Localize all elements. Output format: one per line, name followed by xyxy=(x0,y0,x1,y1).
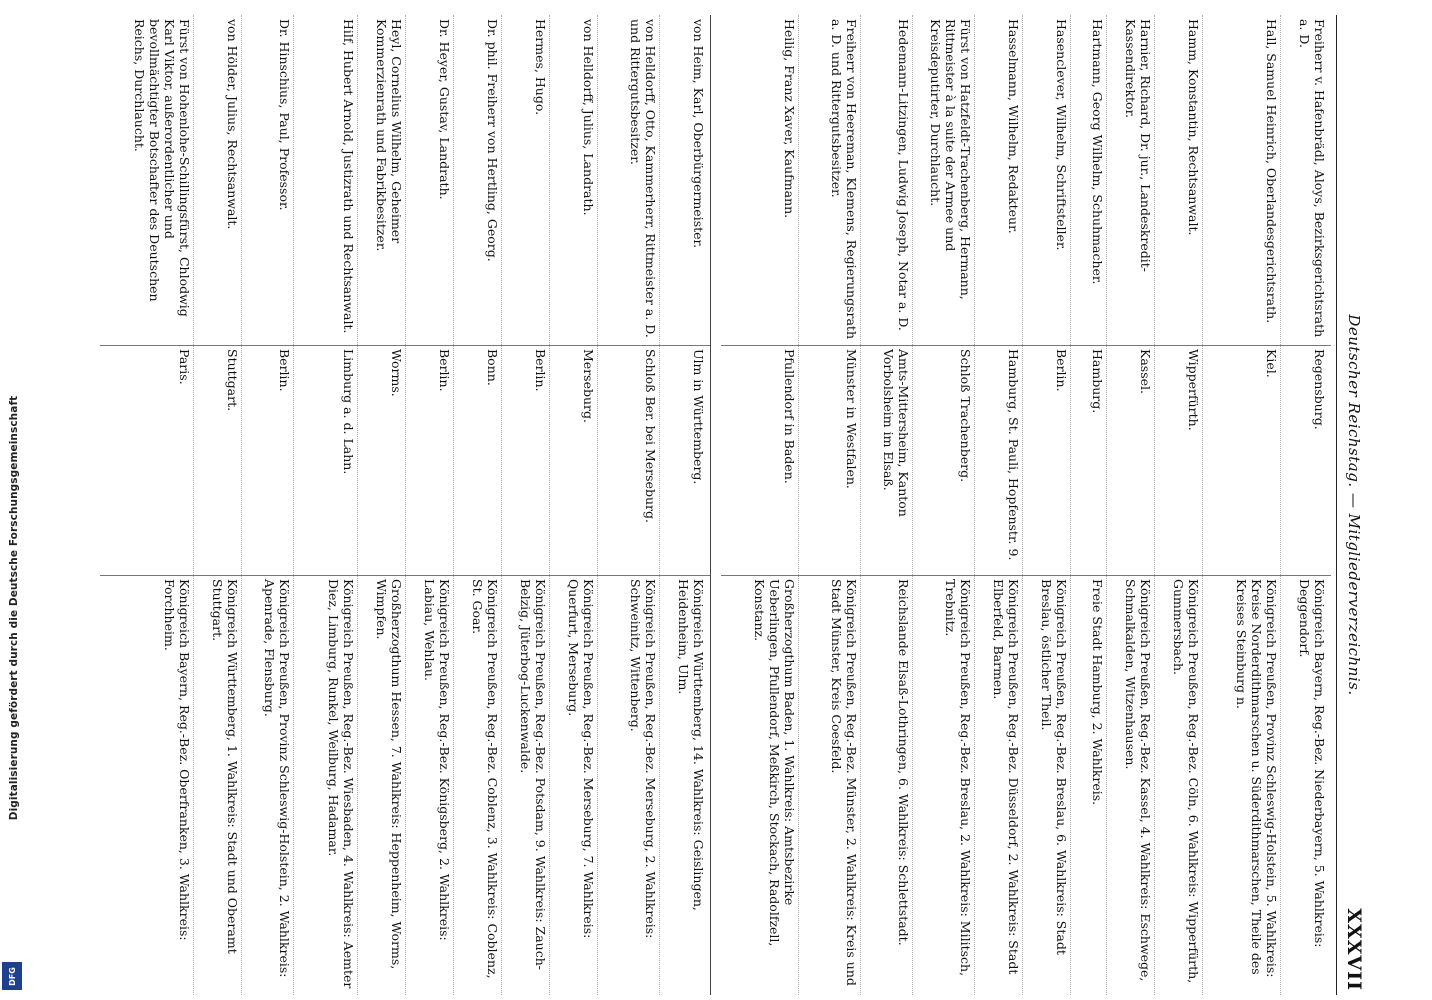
member-constituency: Königreich Preußen, Reg.-Bez. Merseburg, 2. Wahlkreis: Schweinitz, Wittenberg. xyxy=(628,579,658,939)
member-constituency: Königreich Preußen, Reg.-Bez. Potsdam, 9. Wahlkreis: Zauch-Belzig, Jüterbog-Luckenwalde. xyxy=(518,579,548,970)
member-constituency: Königreich Preußen, Reg.-Bez. Breslau, 2. Wahlkreis: Militsch, Trebnitz. xyxy=(943,579,973,977)
member-residence: Münster in Westfalen. xyxy=(844,349,859,489)
row-separator xyxy=(1154,15,1155,995)
row-separator xyxy=(193,15,194,995)
member-constituency: Königreich Preußen, Reg.-Bez. Kassel, 4. Wahlkreis: Eschwege, Schmalkalden, Witzenhausen. xyxy=(1123,579,1153,982)
member-entry xyxy=(1279,15,1327,995)
member-name: Hasenclever, Wilhelm, Schriftsteller. xyxy=(1054,19,1069,251)
member-entry xyxy=(356,15,404,995)
scanned-page xyxy=(90,15,1365,995)
member-residence: Amts-Mittersheim, Kanton Vorbolsheim im Elsaß. xyxy=(881,349,911,517)
member-constituency: Königreich Preußen, Reg.-Bez. Düsseldorf, 2. Wahlkreis: Stadt Elberfeld, Barmen. xyxy=(991,579,1021,975)
member-name: Hasselmann, Wilhelm, Redakteur. xyxy=(1006,19,1021,234)
member-residence: Berlin. xyxy=(437,349,452,392)
member-name: von Helldorff, Julius, Landrath. xyxy=(581,19,596,216)
member-constituency: Königreich Bayern, Reg.-Bez. Niederbayern, 5. Wahlkreis: Deggendorf. xyxy=(1297,579,1327,948)
row-separator xyxy=(912,15,913,995)
member-name: von Hölder, Julius, Rechtsanwalt. xyxy=(225,19,240,230)
member-name: Dr. Heyer, Gustav, Landrath. xyxy=(437,19,452,200)
page-title: Deutscher Reichstag. — Mitgliederverzeichnis. xyxy=(1345,314,1363,696)
member-residence: Worms. xyxy=(389,349,404,397)
member-entry xyxy=(1105,15,1153,995)
page-header xyxy=(1336,15,1365,995)
member-name: Hartmann, Georg Wilhelm, Schuhmacher. xyxy=(1090,19,1105,285)
row-separator xyxy=(549,15,550,995)
member-name: Fürst von Hohenlohe-Schillingsfürst, Chlodwig Karl Viktor, außerordentlicher und bevollmächtigter Botschafter des Deutschen Reichs, Durchlaucht. xyxy=(132,19,192,317)
member-constituency: Freie Stadt Hamburg, 2. Wahlkreis. xyxy=(1090,579,1105,806)
member-name: Hall, Samuel Heinrich, Oberlandesgerichtsrath. xyxy=(1264,19,1279,324)
member-entry xyxy=(404,15,452,995)
member-entry xyxy=(973,15,1021,995)
member-constituency: Königreich Bayern, Reg.-Bez. Oberfranken, 3. Wahlkreis: Forchheim. xyxy=(162,579,192,941)
member-constituency: Königreich Preußen, Reg.-Bez. Breslau, 6. Wahlkreis: Stadt Breslau, östlicher Theil. xyxy=(1039,579,1069,955)
dfg-logo-icon: DFG xyxy=(2,962,22,990)
member-residence: Merseburg. xyxy=(581,349,596,423)
member-residence: Schloß Trachenberg. xyxy=(958,349,973,483)
member-residence: Kassel. xyxy=(1138,349,1153,394)
member-name: Hedemann-Litzingen, Ludwig Joseph, Notar a. D. xyxy=(896,19,911,331)
row-separator xyxy=(241,15,242,995)
member-entry xyxy=(240,15,292,995)
member-entry xyxy=(1069,15,1105,995)
member-name: Hermes, Hugo. xyxy=(533,19,548,116)
member-residence: Hamburg. xyxy=(1090,349,1105,414)
member-entry xyxy=(114,15,192,995)
member-entry xyxy=(658,15,706,995)
member-residence: Ulm in Württemberg. xyxy=(691,349,706,485)
member-entry xyxy=(1201,15,1279,995)
member-name: Hilf, Hubert Arnold, Justizrath und Rechtsanwalt. xyxy=(341,19,356,334)
member-entry xyxy=(452,15,500,995)
row-separator xyxy=(357,15,358,995)
member-residence: Berlin. xyxy=(1054,349,1069,392)
member-constituency: Großherzogthum Baden, 1. Wahlkreis: Amtsbezirke Ueberlingen, Pfullendorf, Meßkirch, Stockach, Radolfzell, Konstanz. xyxy=(752,579,797,947)
member-residence: Schloß Ber. bei Merseburg. xyxy=(643,349,658,523)
member-constituency: Königreich Preußen, Provinz Schleswig-Holstein, 2. Wahlkreis: Apenrade, Flensburg. xyxy=(262,579,292,978)
row-separator xyxy=(501,15,502,995)
member-entry xyxy=(292,15,356,995)
member-residence: Regensburg. xyxy=(1312,349,1327,430)
member-entry xyxy=(192,15,240,995)
member-residence: Bonn. xyxy=(485,349,500,386)
member-name: Heilig, Franz Xaver, Kaufmann. xyxy=(782,19,797,219)
member-residence: Hamburg, St. Pauli, Hopfenstr. 9. xyxy=(1006,349,1021,561)
member-entry xyxy=(911,15,973,995)
members-left-half xyxy=(721,15,1331,995)
member-constituency: Königreich Württemberg, 1. Wahlkreis: Stadt und Oberamt Stuttgart. xyxy=(210,579,240,954)
row-separator xyxy=(453,15,454,995)
row-separator xyxy=(798,15,799,995)
member-name: Freiherr v. Hafenbrädl, Aloys, Bezirksgerichtsrath a. D. xyxy=(1297,19,1327,338)
member-residence: Stuttgart. xyxy=(225,349,240,412)
member-table xyxy=(101,15,1331,995)
member-constituency: Königreich Preußen, Reg.-Bez. Königsberg, 2. Wahlkreis: Labiau, Wehlau. xyxy=(422,579,452,941)
member-name: Hamm, Konstantin, Rechtsanwalt. xyxy=(1186,19,1201,236)
member-name: Fürst von Hatzfeldt-Trachenberg, Hermann, Rittmeister à la suite der Armee und Kreisdeputirter, Durchlaucht. xyxy=(928,19,973,300)
member-entry xyxy=(797,15,859,995)
member-entry xyxy=(548,15,596,995)
member-residence: Berlin. xyxy=(277,349,292,392)
member-entry xyxy=(859,15,911,995)
member-entry xyxy=(1153,15,1201,995)
credit-text: Digitalisierung gefördert durch die Deutsche Forschungsgemeinschaft xyxy=(8,395,20,821)
member-name: von Helldorff, Otto, Kammerherr, Rittmeister a. D. und Rittergutsbesitzer. xyxy=(628,19,658,338)
members-right-half xyxy=(100,15,711,995)
member-constituency: Königreich Preußen, Reg.-Bez. Coblenz, 3. Wahlkreis: Coblenz, St. Goar. xyxy=(470,579,500,979)
member-name: Dr. phil. Freiherr von Hertling, Georg. xyxy=(485,19,500,262)
row-separator xyxy=(1070,15,1071,995)
row-separator xyxy=(1106,15,1107,995)
member-name: Harnier, Richard, Dr. jur., Landeskredit-Kassendirektor. xyxy=(1123,19,1153,272)
row-separator xyxy=(1202,15,1203,995)
member-residence: Berlin. xyxy=(533,349,548,392)
member-constituency: Königreich Württemberg, 14. Wahlkreis: Geislingen, Heidenheim, Ulm. xyxy=(676,579,706,911)
member-residence: Limburg a. d. Lahn. xyxy=(341,349,356,475)
member-constituency: Reichslande Elsaß-Lothringen, 6. Wahlkreis: Schlettstadt. xyxy=(896,579,911,946)
member-entry xyxy=(1021,15,1069,995)
row-separator xyxy=(974,15,975,995)
digitization-credit xyxy=(0,0,28,1000)
row-separator xyxy=(293,15,294,995)
row-separator xyxy=(1022,15,1023,995)
row-separator xyxy=(597,15,598,995)
page-number: XXXVII xyxy=(1343,908,1365,991)
member-constituency: Großherzogthum Hessen, 7. Wahlkreis: Heppenheim, Worms, Wimpfen. xyxy=(374,579,404,970)
row-separator xyxy=(860,15,861,995)
member-constituency: Königreich Preußen, Reg.-Bez. Wiesbaden, 4. Wahlkreis: Aemter Diez, Limburg, Runkel, Weilburg, Hadamar. xyxy=(326,579,356,989)
member-constituency: Königreich Preußen, Provinz Schleswig-Holstein, 5. Wahlkreis: Kreise Norderdithmarschen u. Süderdithmarschen, Theile des Kreises Steinburg n. xyxy=(1234,579,1279,978)
row-separator xyxy=(405,15,406,995)
member-constituency: Königreich Preußen, Reg.-Bez. Merseburg, 7. Wahlkreis: Querfurt, Merseburg. xyxy=(566,579,596,939)
member-entry xyxy=(735,15,797,995)
member-residence: Wipperfürth. xyxy=(1186,349,1201,431)
member-name: von Heim, Karl, Oberbürgermeister. xyxy=(691,19,706,249)
member-name: Heyl, Cornelius Wilhelm, Geheimer Kommerzienrath und Fabrikbesitzer. xyxy=(374,19,404,252)
row-separator xyxy=(1280,15,1281,995)
member-name: Dr. Hinschius, Paul, Professor. xyxy=(277,19,292,211)
member-residence: Kiel. xyxy=(1264,349,1279,378)
member-residence: Pfullendorf in Baden. xyxy=(782,349,797,484)
member-entry xyxy=(596,15,658,995)
member-residence: Paris. xyxy=(177,349,192,385)
member-constituency: Königreich Preußen, Reg.-Bez. Cöln, 6. Wahlkreis: Wipperfürth, Gummersbach. xyxy=(1171,579,1201,984)
row-separator xyxy=(659,15,660,995)
member-entry xyxy=(500,15,548,995)
member-name: Freiherr von Heereman, Klemens, Regierungsrath a. D. und Rittergutsbesitzer. xyxy=(829,19,859,339)
member-constituency: Königreich Preußen, Reg.-Bez. Münster, 2. Wahlkreis: Kreis und Stadt Münster, Kreis Coesfeld. xyxy=(829,579,859,986)
